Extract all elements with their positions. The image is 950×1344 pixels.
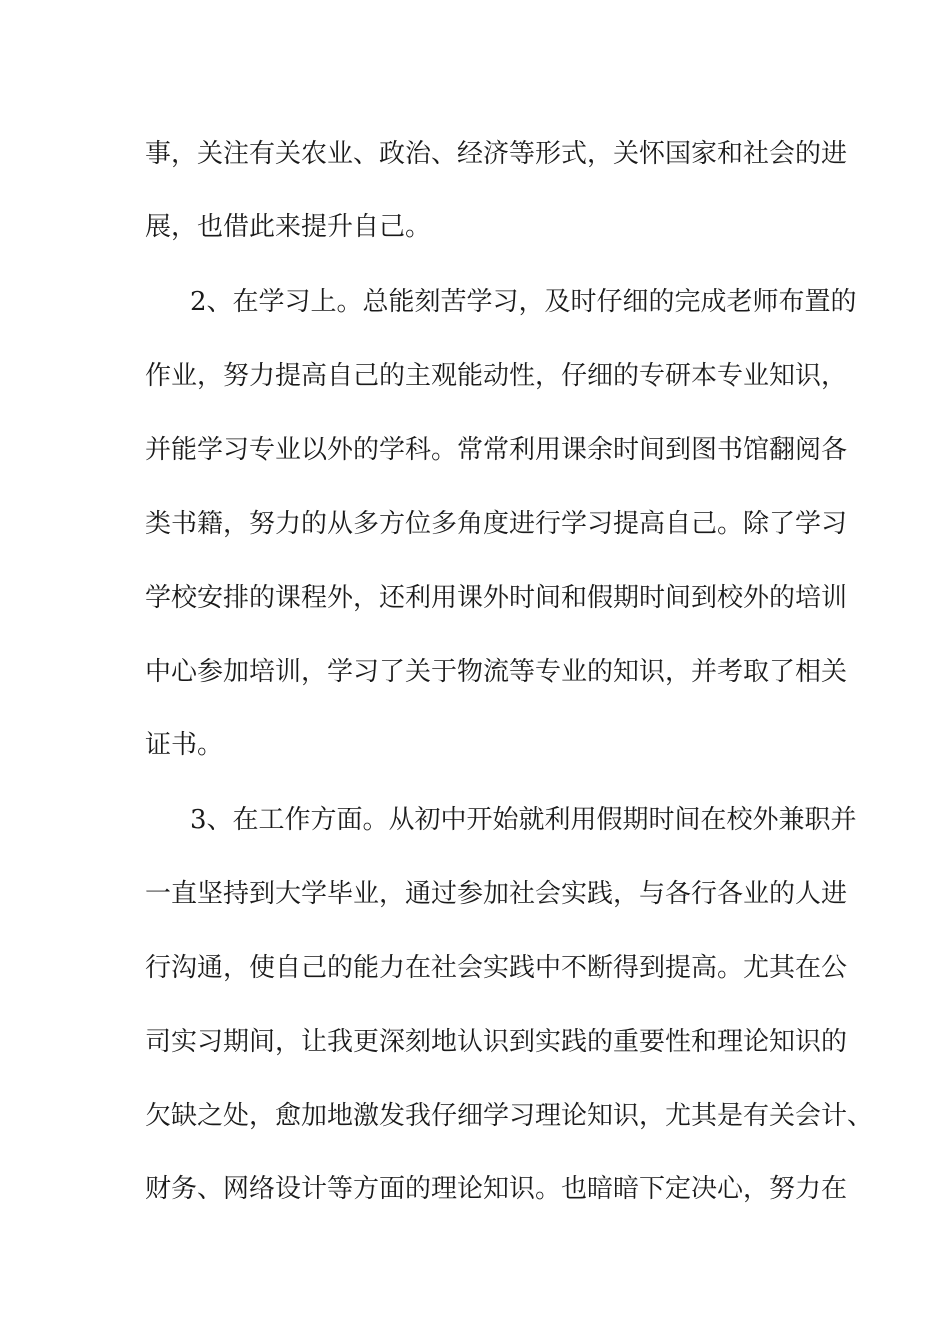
text-line: 司实习期间，让我更深刻地认识到实践的重要性和理论知识的 (145, 1027, 848, 1057)
text-line: 展，也借此来提升自己。 (145, 212, 432, 242)
paragraph-start-line: 3、在工作方面。从初中开始就利用假期时间在校外兼职并 (190, 805, 857, 835)
text-line: 证书。 (145, 730, 224, 760)
text-line: 类书籍，努力的从多方位多角度进行学习提高自己。除了学习 (145, 509, 848, 539)
text-line: 欠缺之处，愈加地激发我仔细学习理论知识，尤其是有关会计、 (145, 1101, 874, 1131)
text-line: 行沟通，使自己的能力在社会实践中不断得到提高。尤其在公 (145, 953, 848, 983)
paragraph-start-line: 2、在学习上。总能刻苦学习，及时仔细的完成老师布置的 (190, 287, 857, 317)
text-line: 并能学习专业以外的学科。常常利用课余时间到图书馆翻阅各 (145, 435, 848, 465)
text-line: 学校安排的课程外，还利用课外时间和假期时间到校外的培训 (145, 583, 848, 613)
text-line: 中心参加培训，学习了关于物流等专业的知识，并考取了相关 (145, 657, 848, 687)
text-line: 一直坚持到大学毕业，通过参加社会实践，与各行各业的人进 (145, 879, 848, 909)
text-line: 事，关注有关农业、政治、经济等形式，关怀国家和社会的进 (145, 139, 848, 169)
text-line: 财务、网络设计等方面的理论知识。也暗暗下定决心，努力在 (145, 1174, 848, 1204)
text-line: 作业，努力提高自己的主观能动性，仔细的专研本专业知识， (145, 361, 848, 391)
